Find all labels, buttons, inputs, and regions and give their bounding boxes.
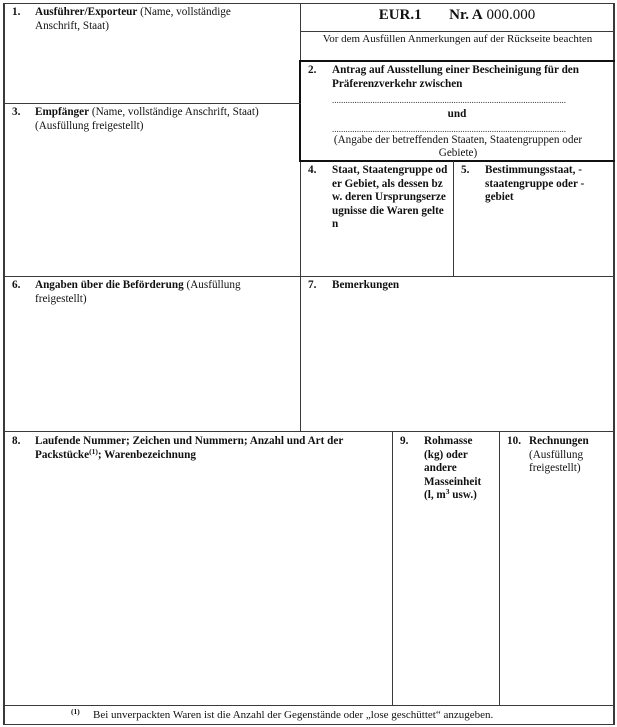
box8-title-part2: ; Warenbezeichnung <box>97 448 196 461</box>
box3-subtitle-optional: (Ausfüllung freigestellt) <box>35 119 144 132</box>
form-number-value: 000.000 <box>486 7 536 23</box>
box9-title-part1: Rohmasse (kg) oder andere Masseinheit (l, m <box>424 435 482 501</box>
box1-exporter[interactable] <box>5 4 300 103</box>
box3-consignee[interactable] <box>5 104 300 276</box>
box3-title: Empfänger <box>35 106 90 118</box>
box4-number: 4. <box>308 164 317 176</box>
box6-subtitle: (Ausfüllung freigestellt) <box>35 279 241 305</box>
box3-label <box>35 106 300 133</box>
note-back-side: Vor dem Ausfüllen Anmerkungen auf der Rückseite beachten <box>322 33 593 45</box>
box2-country-line-1[interactable]: ........................................................................................................ <box>332 95 566 105</box>
box3-subtitle: (Name, vollständige Anschrift, Staat) <box>91 106 259 118</box>
border-bottom <box>3 724 615 725</box>
box9-label <box>424 435 492 503</box>
box10-number: 10. <box>507 435 521 447</box>
box2-note: (Angabe der betreffenden Staaten, Staatengruppen oder Gebiete) <box>333 134 583 159</box>
divider-footnote <box>3 705 615 706</box>
box2-country-line-2[interactable]: ........................................................................................................ <box>332 124 566 134</box>
box5-destination[interactable] <box>454 162 613 276</box>
box5-title: Bestimmungsstaat, -staatengruppe oder -gebiet <box>485 164 585 203</box>
box10-subtitle: (Ausfüllung freigestellt) <box>529 448 584 474</box>
footnote-marker: (1) <box>71 707 80 716</box>
box2-number: 2. <box>308 64 317 76</box>
box6-label <box>35 279 275 306</box>
box6-number: 6. <box>12 279 21 291</box>
box9-number: 9. <box>400 435 409 447</box>
box6-title: Angaben über die Beförderung <box>35 279 184 291</box>
box1-number: 1. <box>12 6 21 18</box>
box9-title-part2: usw.) <box>449 489 477 501</box>
box7-number: 7. <box>308 279 317 291</box>
box9-gross-mass[interactable] <box>393 432 499 705</box>
box10-title: Rechnungen <box>529 435 589 447</box>
box7-remarks[interactable] <box>301 277 613 431</box>
form-number-prefix: Nr. A <box>449 7 483 23</box>
box1-label <box>35 6 275 33</box>
box7-title: Bemerkungen <box>332 279 400 291</box>
box1-subtitle: (Name, vollständige Anschrift, Staat) <box>35 6 231 32</box>
form-header <box>301 5 613 30</box>
box2-und: und <box>447 108 467 120</box>
box10-invoices[interactable] <box>500 432 613 705</box>
footnote-text: Bei unverpackten Waren ist die Anzahl der Gegenstände oder „lose geschüttet“ anzugeben. <box>93 709 494 721</box>
box9-superscript: 3 <box>445 487 450 496</box>
footnote <box>5 707 613 724</box>
box8-title-part1: Laufende Nummer; Zeichen und Nummern; Anzahl und Art der Packstücke <box>35 435 344 461</box>
border-right <box>613 3 615 725</box>
box4-origin[interactable] <box>301 162 453 276</box>
box4-title: Staat, Staatengruppe oder Gebiet, als dessen bzw. deren Ursprungserzeugnisse die Waren gelten <box>332 164 448 230</box>
box1-title: Ausführer/Exporteur <box>35 6 138 18</box>
box10-label <box>529 435 611 476</box>
box8-goods-description[interactable] <box>5 432 392 705</box>
box8-label <box>35 435 365 462</box>
box2-application[interactable] <box>301 62 613 160</box>
form-title: EUR.1 <box>378 7 422 23</box>
box8-number: 8. <box>12 435 21 447</box>
box2-title: Antrag auf Ausstellung einer Bescheinigung für den Präferenzverkehr zwischen <box>332 64 579 90</box>
box5-number: 5. <box>461 164 470 176</box>
box8-footnote-ref: (1) <box>89 446 98 456</box>
box6-transport[interactable] <box>5 277 300 431</box>
box3-number: 3. <box>12 106 21 118</box>
divider-title-row <box>300 31 615 32</box>
